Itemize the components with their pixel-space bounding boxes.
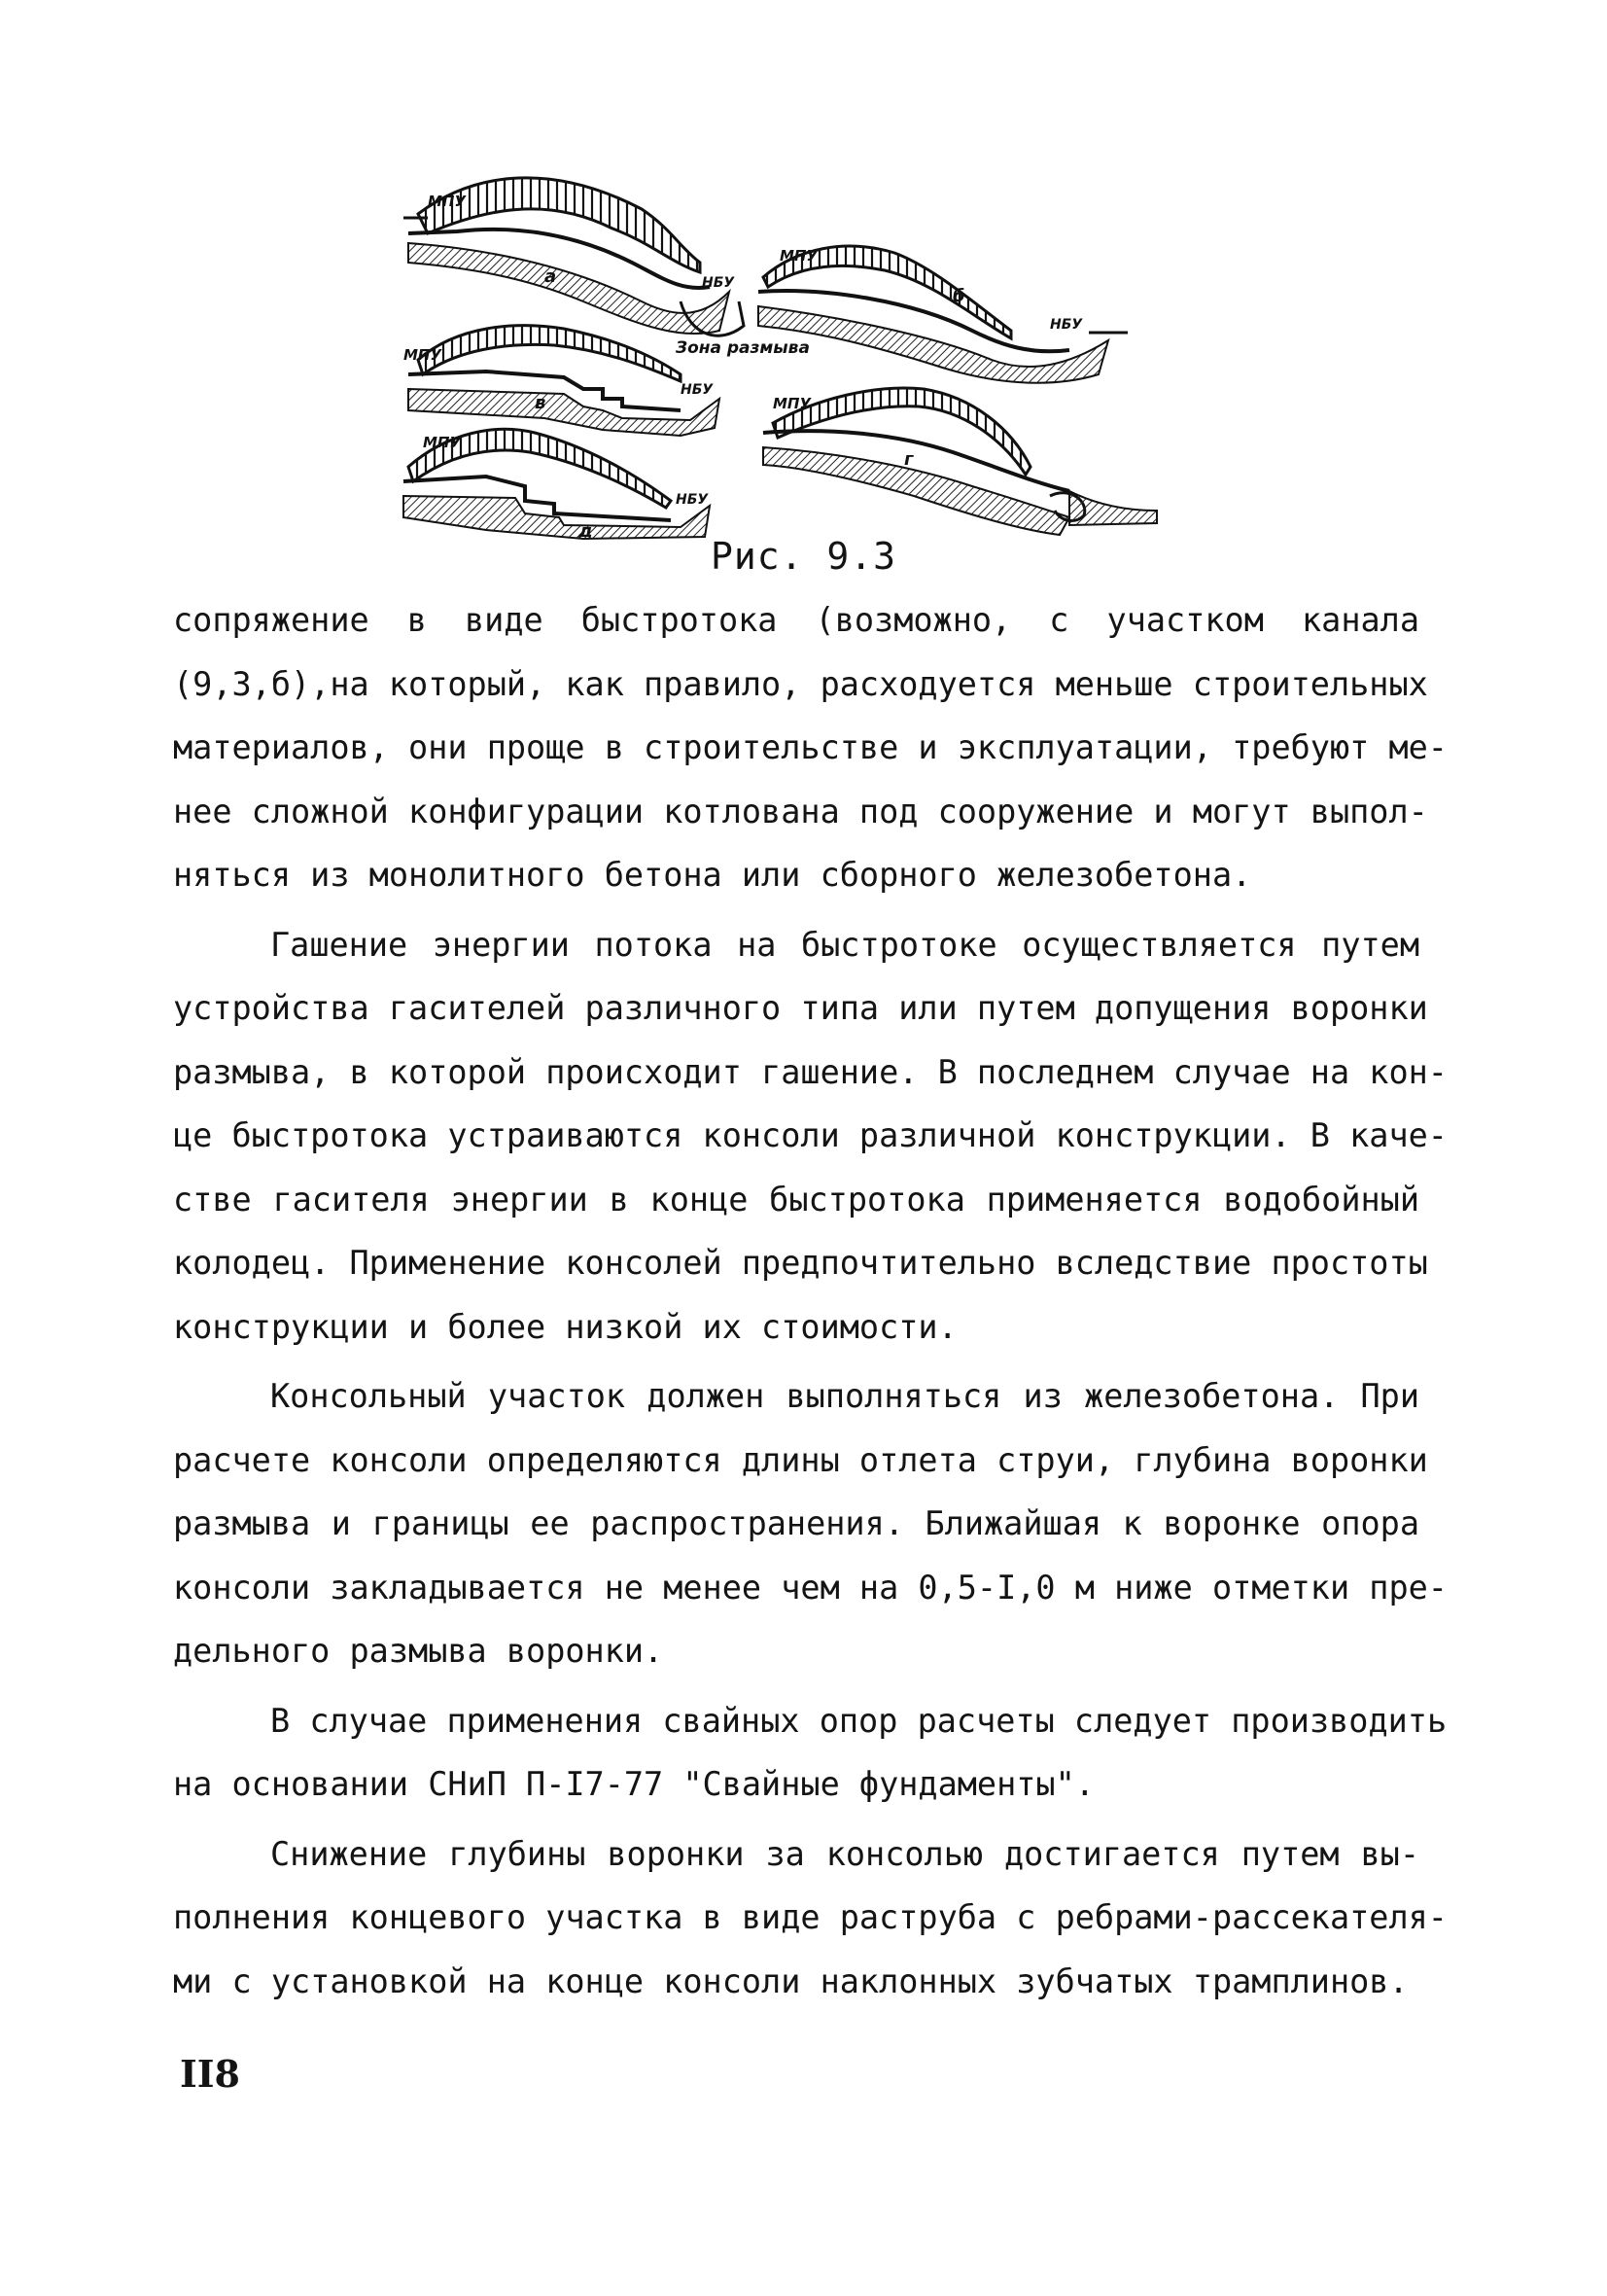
text-line: конструкции и более низкой их стоимости. (173, 1307, 958, 1346)
label-mpu-v: МПУ (403, 346, 442, 364)
label-mpu-d: МПУ (423, 434, 462, 451)
label-zone: Зона размыва (676, 338, 810, 358)
diagram-g (763, 388, 1157, 535)
label-sub-d: д (578, 521, 593, 540)
label-sub-g: г (904, 449, 914, 470)
diagram-b (758, 246, 1128, 383)
label-mpu-g: МПУ (773, 395, 812, 412)
label-nby-v: НБУ (681, 382, 714, 398)
figure-caption: Рис. 9.3 (710, 535, 897, 578)
figure-9-3 (389, 156, 1167, 540)
paragraph-3 (173, 1364, 1448, 1683)
paragraph-2 (173, 913, 1448, 1360)
text-line: ми с установкой на конце консоли наклонных зубчатых трамплинов. (173, 1961, 1409, 2000)
text-line: це быстротока устраиваются консоли различной конструкции. В каче- (173, 1116, 1448, 1154)
text-line: устройства гасителей различного типа или путем допущения воронки (173, 989, 1428, 1027)
label-nby-d: НБУ (676, 492, 709, 508)
diagram-v (403, 326, 719, 436)
text-line: размыва и границы ее распространения. Ближайшая к воронке опора (173, 1504, 1419, 1542)
spillway-diagrams (389, 156, 1167, 540)
text-line: материалов, они проще в строительстве и эксплуатации, требуют ме- (173, 728, 1448, 766)
label-nby-a: НБУ (702, 275, 735, 291)
text-line: стве гасителя энергии в конце быстротока применяется водобойный (173, 1180, 1419, 1219)
text-line: (9,3,б),на который, как правило, расходуется меньше строительных (173, 664, 1428, 703)
diagram-a (403, 178, 744, 336)
label-sub-b: б (953, 286, 965, 306)
paragraph-5 (173, 1822, 1448, 2014)
text-line: полнения концевого участка в виде раструба с ребрами-рассекателя- (173, 1898, 1448, 1936)
text-line: В случае применения свайных опор расчеты следует производить (270, 1701, 1448, 1740)
text-line: колодец. Применение консолей предпочтительно вследствие простоты (173, 1244, 1428, 1282)
body-text (173, 588, 1448, 2019)
page-number: II8 (180, 2052, 240, 2096)
text-line: расчете консоли определяются длины отлета струи, глубина воронки (173, 1440, 1428, 1479)
label-sub-a: а (544, 266, 557, 287)
text-line: сопряжение в виде быстротока (возможно, с участком канала (173, 601, 1419, 639)
text-line: Снижение глубины воронки за консолью достигается путем вы- (270, 1834, 1419, 1873)
paragraph-4 (173, 1689, 1448, 1817)
diagram-d (403, 429, 710, 540)
text-line: няться из монолитного бетона или сборного железобетона. (173, 856, 1252, 894)
text-line: Гашение энергии потока на быстротоке осуществляется путем (270, 925, 1419, 964)
text-line: консоли закладывается не менее чем на 0,5-I,0 м ниже отметки пре- (173, 1568, 1448, 1607)
label-mpu-a: МПУ (428, 193, 467, 210)
text-line: размыва, в которой происходит гашение. В последнем случае на кон- (173, 1052, 1448, 1091)
label-nby-b: НБУ (1050, 317, 1083, 333)
label-sub-v: в (535, 393, 546, 413)
text-line: на основании СНиП П-I7-77 "Свайные фундаменты". (173, 1765, 1095, 1803)
text-line: нее сложной конфигурации котлована под сооружение и могут выпол- (173, 792, 1428, 830)
paragraph-1 (173, 588, 1448, 907)
text-line: дельного размыва воронки. (173, 1632, 664, 1670)
text-line: Консольный участок должен выполняться из железобетона. При (270, 1377, 1419, 1415)
label-mpu-b: МПУ (780, 247, 819, 265)
